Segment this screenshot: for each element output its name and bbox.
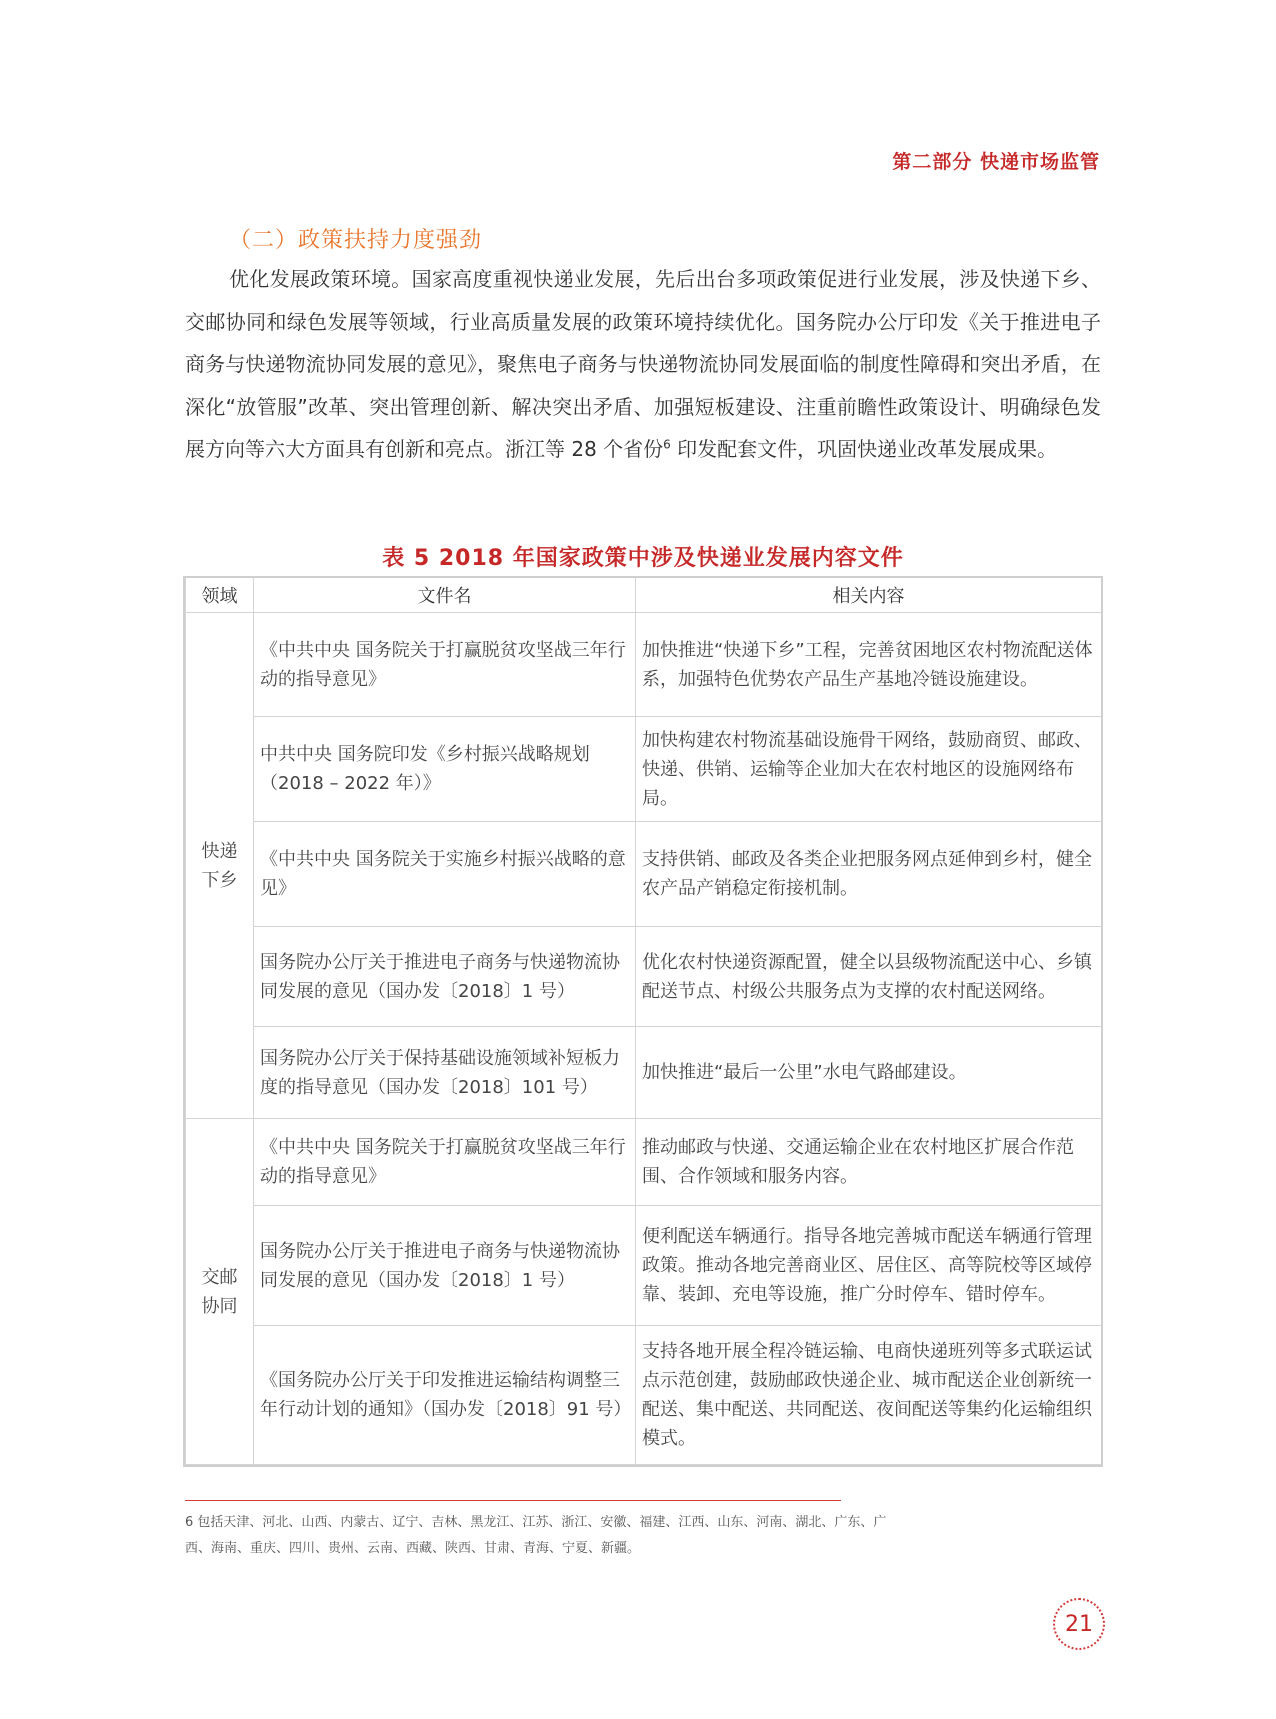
doc-cell: 国务院办公厅关于推进电子商务与快递物流协同发展的意见（国办发〔2018〕1 号） [254,1206,636,1326]
footnote: 6 包括天津、河北、山西、内蒙古、辽宁、吉林、黑龙江、江苏、浙江、安徽、福建、江西、山东、河南、湖北、广东、广西、海南、重庆、四川、贵州、云南、西藏、陕西、甘肃、青海、宁夏、新疆。 [185,1515,887,1556]
content-cell: 便利配送车辆通行。指导各地完善城市配送车辆通行管理政策。推动各地完善商业区、居住区、高等院校等区域停靠、装卸、充电等设施，推广分时停车、错时停车。 [636,1206,1102,1326]
doc-cell: 中共中央 国务院印发《乡村振兴战略规划（2018 – 2022 年）》 [254,717,636,822]
table-row [186,717,1102,822]
domain-cell [186,1119,254,1465]
body-text-main: 优化发展政策环境。国家高度重视快递业发展，先后出台多项政策促进行业发展，涉及快递下乡、交邮协同和绿色发展等领域，行业高质量发展的政策环境持续优化。国务院办公厅印发《关于推进电子商务与快递物流协同发展的意见》，聚焦电子商务与快递物流协同发展面临的制度性障碍和突出矛盾，在深化“放管服”改革、突出管理创新、解决突出矛盾、加强短板建设、注重前瞻性政策设计、明确绿色发展方向等六大方面具有创新和亮点。浙江等 28 个省份 [185,267,1101,461]
doc-cell: 《中共中央 国务院关于打赢脱贫攻坚战三年行动的指导意见》 [254,1119,636,1206]
page-number-text: 21 [1065,1611,1093,1637]
footnote-ref: 6 [663,437,671,452]
doc-cell: 《中共中央 国务院关于打赢脱贫攻坚战三年行动的指导意见》 [254,613,636,717]
content-cell: 加快推进“快递下乡”工程，完善贫困地区农村物流配送体系，加强特色优势农产品生产基地冷链设施建设。 [636,613,1102,717]
table-title: 表 5 2018 年国家政策中涉及快递业发展内容文件 [382,546,904,571]
body-text-tail: 印发配套文件，巩固快递业改革发展成果。 [670,437,1058,461]
table-row [186,1027,1102,1119]
domain-label: 交邮协同 [201,1266,238,1317]
domain-cell [186,613,254,1119]
table-header-row [186,577,1102,613]
table-row [186,1326,1102,1465]
table-row [186,822,1102,927]
header-document: 文件名 [254,577,636,613]
doc-cell: 《国务院办公厅关于印发推进运输结构调整三年行动计划的通知》（国办发〔2018〕91 号） [254,1326,636,1465]
header-content: 相关内容 [636,577,1102,613]
doc-cell: 国务院办公厅关于推进电子商务与快递物流协同发展的意见（国办发〔2018〕1 号） [254,927,636,1027]
content-cell: 加快构建农村物流基础设施骨干网络，鼓励商贸、邮政、快递、供销、运输等企业加大在农村地区的设施网络布局。 [636,717,1102,822]
policy-table [185,576,1102,1465]
domain-label: 快递下乡 [201,840,238,891]
content-cell: 加快推进“最后一公里”水电气路邮建设。 [636,1027,1102,1119]
footnote-divider [185,1500,841,1501]
running-header: 第二部分 快递市场监管 [892,151,1100,173]
header-domain: 领域 [186,577,254,613]
content-cell: 优化农村快递资源配置，健全以县级物流配送中心、乡镇配送节点、村级公共服务点为支撑的农村配送网络。 [636,927,1102,1027]
table-row [186,1119,1102,1206]
doc-cell: 《中共中央 国务院关于实施乡村振兴战略的意见》 [254,822,636,927]
content-cell: 支持各地开展全程冷链运输、电商快递班列等多式联运试点示范创建，鼓励邮政快递企业、城市配送企业创新统一配送、集中配送、共同配送、夜间配送等集约化运输组织模式。 [636,1326,1102,1465]
table-row [186,1206,1102,1326]
content-cell: 支持供销、邮政及各类企业把服务网点延伸到乡村，健全农产品产销稳定衔接机制。 [636,822,1102,927]
content-cell: 推动邮政与快递、交通运输企业在农村地区扩展合作范围、合作领域和服务内容。 [636,1119,1102,1206]
section-title: （二）政策扶持力度强劲 [229,228,483,253]
body-paragraph [185,258,1101,471]
table-row [186,613,1102,717]
page-number [1053,1598,1105,1650]
table-row [186,927,1102,1027]
doc-cell: 国务院办公厅关于保持基础设施领域补短板力度的指导意见（国办发〔2018〕101 号） [254,1027,636,1119]
